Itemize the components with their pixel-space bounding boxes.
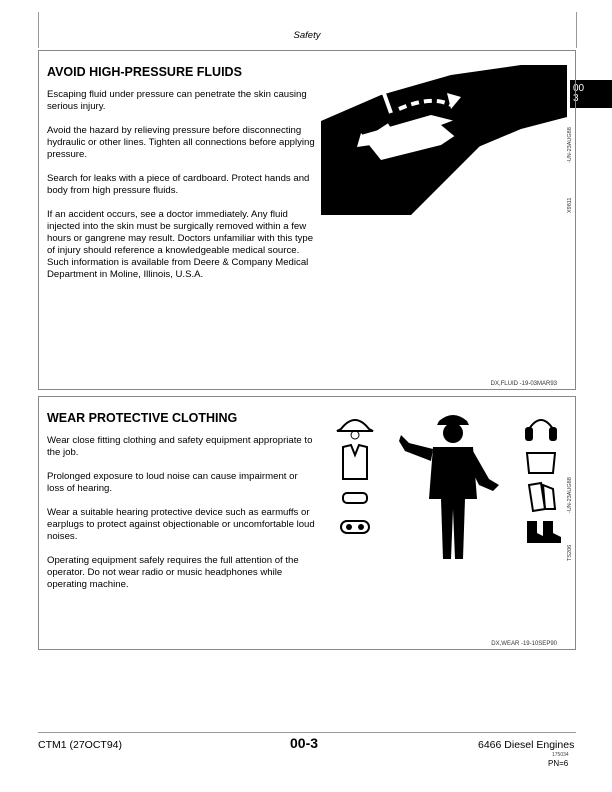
- section-body: [47, 89, 315, 293]
- ear-plugs-icon: [343, 493, 367, 503]
- safety-section-fluids: [38, 50, 576, 390]
- section-tab-line2: 3: [573, 93, 579, 104]
- vest-icon: [343, 445, 367, 479]
- high-pressure-fluid-illustration: [321, 65, 567, 215]
- safety-boots-icon: [527, 521, 561, 543]
- section-tab: [570, 80, 612, 108]
- section-body: [47, 435, 315, 603]
- footer-rule: [38, 732, 576, 733]
- image-ref-label: -UN-23AUG88: [567, 127, 573, 163]
- paragraph: Wear a suitable hearing protective device such as earmuffs or earplugs to protect against objectionable or uncomfortable loud noises.: [47, 507, 315, 542]
- image-code-label: X9811: [567, 197, 573, 213]
- gloves-icon: [529, 483, 555, 511]
- safety-section-clothing: [38, 396, 576, 650]
- page-number: 00-3: [290, 735, 319, 751]
- section-footer-code: DX,FLUID -19-03MAR93: [490, 381, 557, 387]
- paragraph: If an accident occurs, see a doctor immediately. Any fluid injected into the skin must be surgically removed within a few hours or gangrene may result. Doctors unfamiliar with this type of injury should reference a knowledgeable medical source. Such information is available from Deere & Company Medical Department in Moline, Illinois, U.S.A.: [47, 209, 314, 280]
- footer-small-code: 175034: [552, 752, 569, 758]
- paragraph: Search for leaks with a piece of cardboard. Protect hands and body from high pressure fluids.: [47, 173, 310, 196]
- protective-clothing-illustration: [329, 409, 567, 559]
- paragraph: Escaping fluid under pressure can penetrate the skin causing serious injury.: [47, 89, 307, 112]
- paragraph: Prolonged exposure to loud noise can cause impairment or loss of hearing.: [47, 471, 298, 494]
- worker-figure-icon: [399, 415, 499, 559]
- goggles-icon: [341, 521, 369, 533]
- section-tab-line1: 00: [573, 83, 585, 94]
- section-title: AVOID HIGH-PRESSURE FLUIDS: [47, 65, 242, 79]
- earmuffs-icon: [525, 420, 557, 441]
- image-ref-label: -UN-23AUG88: [567, 477, 573, 513]
- image-code-label: TS206: [567, 544, 573, 561]
- paragraph: Wear close fitting clothing and safety equipment appropriate to the job.: [47, 435, 313, 458]
- section-footer-code: DX,WEAR -19-10SEP90: [491, 641, 557, 647]
- product-name: 6466 Diesel Engines: [478, 739, 575, 751]
- paragraph: Avoid the hazard by relieving pressure before disconnecting hydraulic or other lines. Tighten all connections before applying pressure.: [47, 125, 315, 160]
- page-header: Safety: [293, 30, 321, 41]
- pn-number: PN=6: [548, 759, 569, 768]
- hard-hat-icon: [337, 420, 373, 439]
- paragraph: Operating equipment safely requires the full attention of the operator. Do not wear radio or music headphones while operating machine.: [47, 555, 299, 590]
- top-right-rule: [576, 12, 577, 48]
- face-shield-icon: [527, 453, 555, 473]
- manual-id: CTM1 (27OCT94): [38, 739, 123, 751]
- section-title: WEAR PROTECTIVE CLOTHING: [47, 411, 238, 425]
